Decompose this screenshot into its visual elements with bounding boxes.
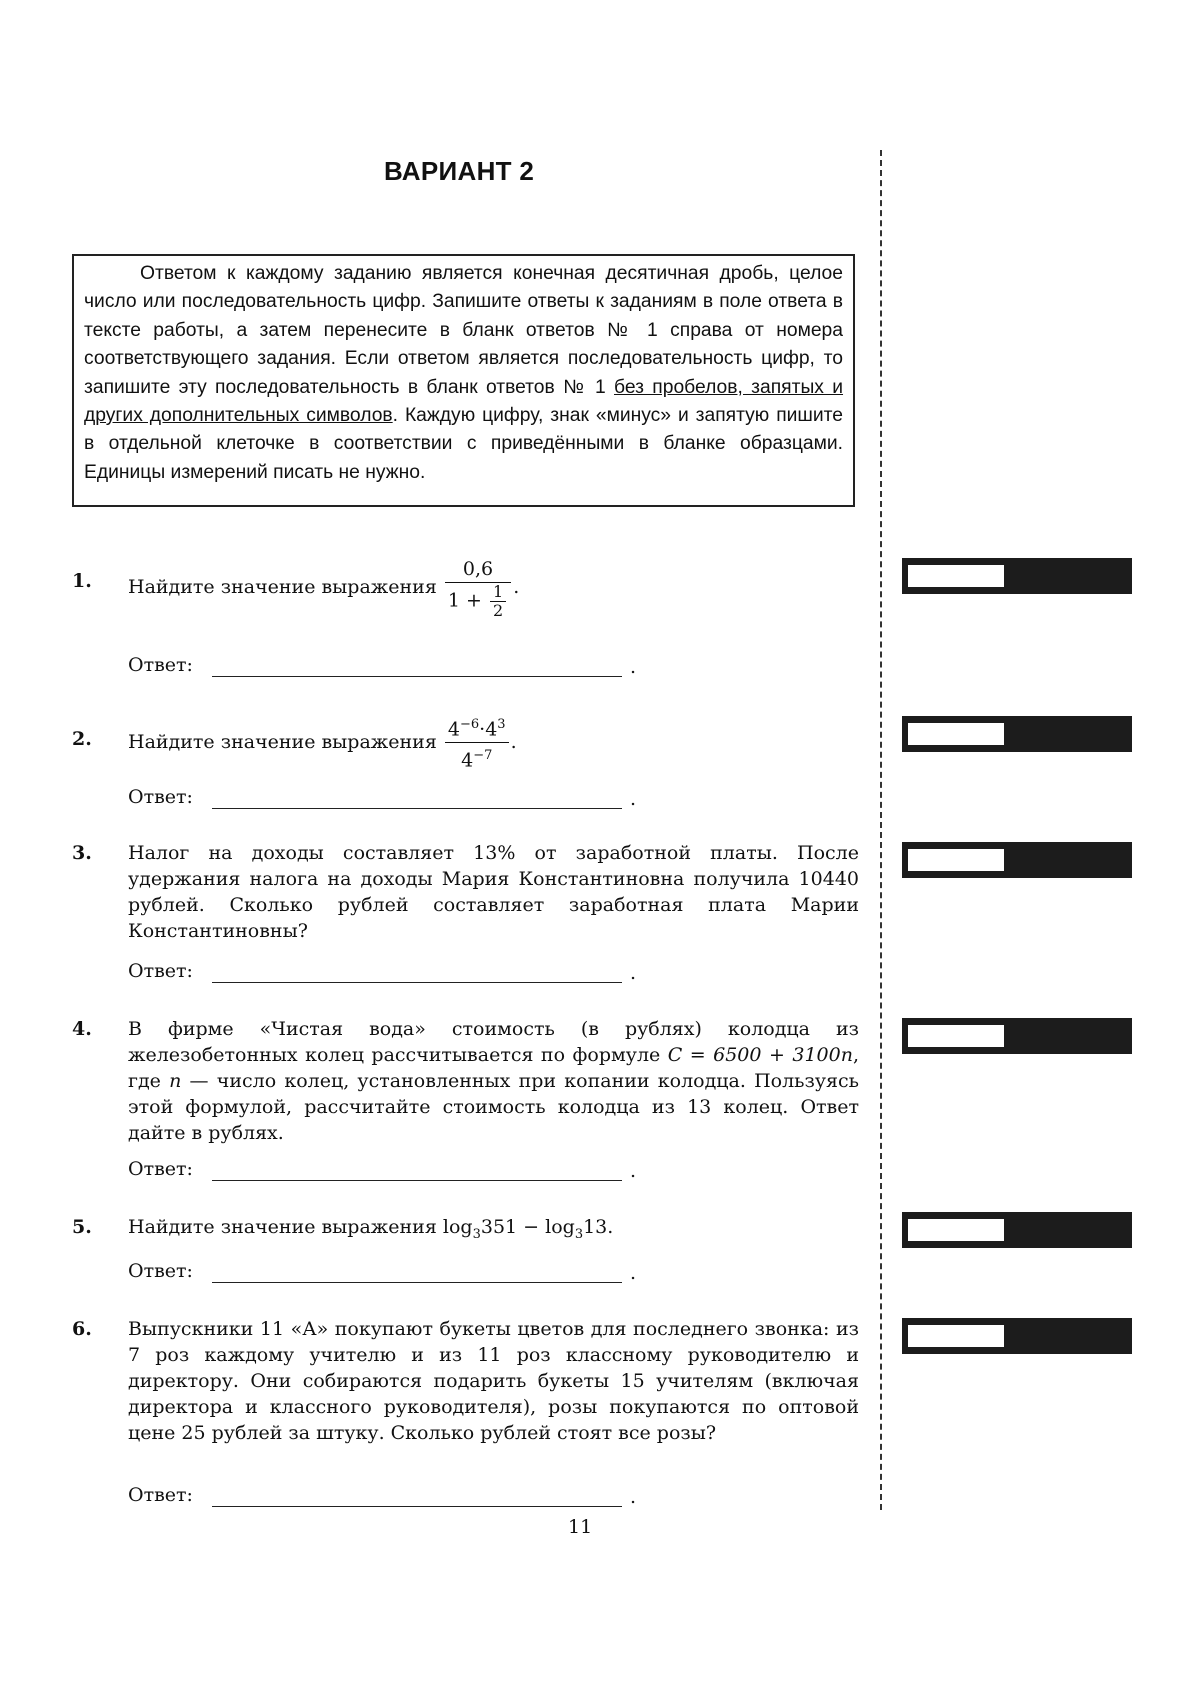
- answer-mark-box: [902, 558, 1132, 594]
- answer-field[interactable]: [212, 982, 622, 983]
- answer-dot: .: [630, 656, 637, 678]
- instructions-text: Ответом к каждому заданию является конечная десятичная дробь, целое число или последовательность цифр. Запишите ответы к заданиям в поле ответа в тексте работы, а затем перенесите в бланк ответов № 1 справа от номера соответствующего задания. Если ответом является последовательность цифр, то запишите эту последовательность в бланк ответов № 1 без пробелов, запятых и других дополнительных символов. Каждую цифру, знак «минус» и запятую пишите в отдельной клеточке в соответствии с приведёнными в бланке образцами. Единицы измерений писать не нужно.: [84, 263, 844, 483]
- task-number: 2.: [72, 728, 92, 750]
- cut-line: [880, 150, 882, 1510]
- answer-label: Ответ:: [128, 1260, 193, 1282]
- answer-dot: .: [630, 1486, 637, 1508]
- answer-mark-box: [902, 716, 1132, 752]
- page-title: ВАРИАНТ 2: [384, 156, 535, 186]
- answer-dot: .: [630, 788, 637, 810]
- task-number: 6.: [72, 1318, 92, 1340]
- answer-field[interactable]: [212, 1180, 622, 1181]
- answer-mark-box: [902, 1212, 1132, 1248]
- answer-label: Ответ:: [128, 960, 193, 982]
- task-1-text: Найдите значение выражения 0,6 1 + $\frac{1}{2}$ .: [128, 558, 520, 620]
- answer-mark-box: [902, 842, 1132, 878]
- answer-field[interactable]: [212, 1506, 622, 1507]
- task-number: 5.: [72, 1216, 92, 1238]
- task-number: 3.: [72, 842, 92, 864]
- answer-dot: .: [630, 1262, 637, 1284]
- task-number: 4.: [72, 1018, 92, 1040]
- instructions-underlined: без пробелов, запятых и других дополнительных символов: [84, 376, 844, 427]
- answer-field[interactable]: [212, 808, 622, 809]
- answer-label: Ответ:: [128, 1158, 193, 1180]
- task-2-fraction: $\frac{4^{-6}\cdot 4^3}{4^{-7}}$: [445, 712, 509, 774]
- answer-field[interactable]: [212, 1282, 622, 1283]
- instructions-box: [72, 254, 855, 507]
- formula: C = 6500 + 3100n: [667, 1044, 853, 1066]
- task-6-text: Выпускники 11 «А» покупают букеты цветов для последнего звонка: из 7 роз каждому учителю и из 11 роз классному руководителю и директору. Они собираются подарить букеты 15 учителям (включая директора и классного руководителя), розы покупаются по оптовой цене 25 рублей за штуку. Сколько рублей стоят все розы?: [128, 1318, 859, 1444]
- answer-field[interactable]: [212, 676, 622, 677]
- answer-mark-box: [902, 1018, 1132, 1054]
- task-1-fraction: 0,6 1 + $\frac{1}{2}$: [445, 556, 511, 620]
- answer-dot: .: [630, 962, 637, 984]
- task-4-text: В фирме «Чистая вода» стоимость (в рублях) колодца из железобетонных колец рассчитывается по формуле C = 6500 + 3100n, где n — число колец, установленных при копании колодца. Пользуясь этой формулой, рассчитайте стоимость колодца из 13 колец. Ответ дайте в рублях.: [128, 1018, 860, 1144]
- answer-label: Ответ:: [128, 654, 193, 676]
- log-expression: $\log_3351 - \log_313$: [442, 1216, 608, 1242]
- task-3-text: Налог на доходы составляет 13% от заработной платы. После удержания налога на доходы Мария Константиновна получила 10440 рублей. Сколько рублей составляет заработная плата Марии Константиновны?: [128, 842, 859, 942]
- task-5-text: Найдите значение выражения $\log_3351 - \log_313$.: [128, 1216, 614, 1242]
- answer-mark-box: [902, 1318, 1132, 1354]
- answer-dot: .: [630, 1160, 637, 1182]
- answer-label: Ответ:: [128, 1484, 193, 1506]
- task-number: 1.: [72, 570, 92, 592]
- page-number: 11: [568, 1516, 593, 1538]
- task-2-text: Найдите значение выражения $\frac{4^{-6}\cdot 4^3}{4^{-7}}$ .: [128, 712, 859, 774]
- answer-label: Ответ:: [128, 786, 193, 808]
